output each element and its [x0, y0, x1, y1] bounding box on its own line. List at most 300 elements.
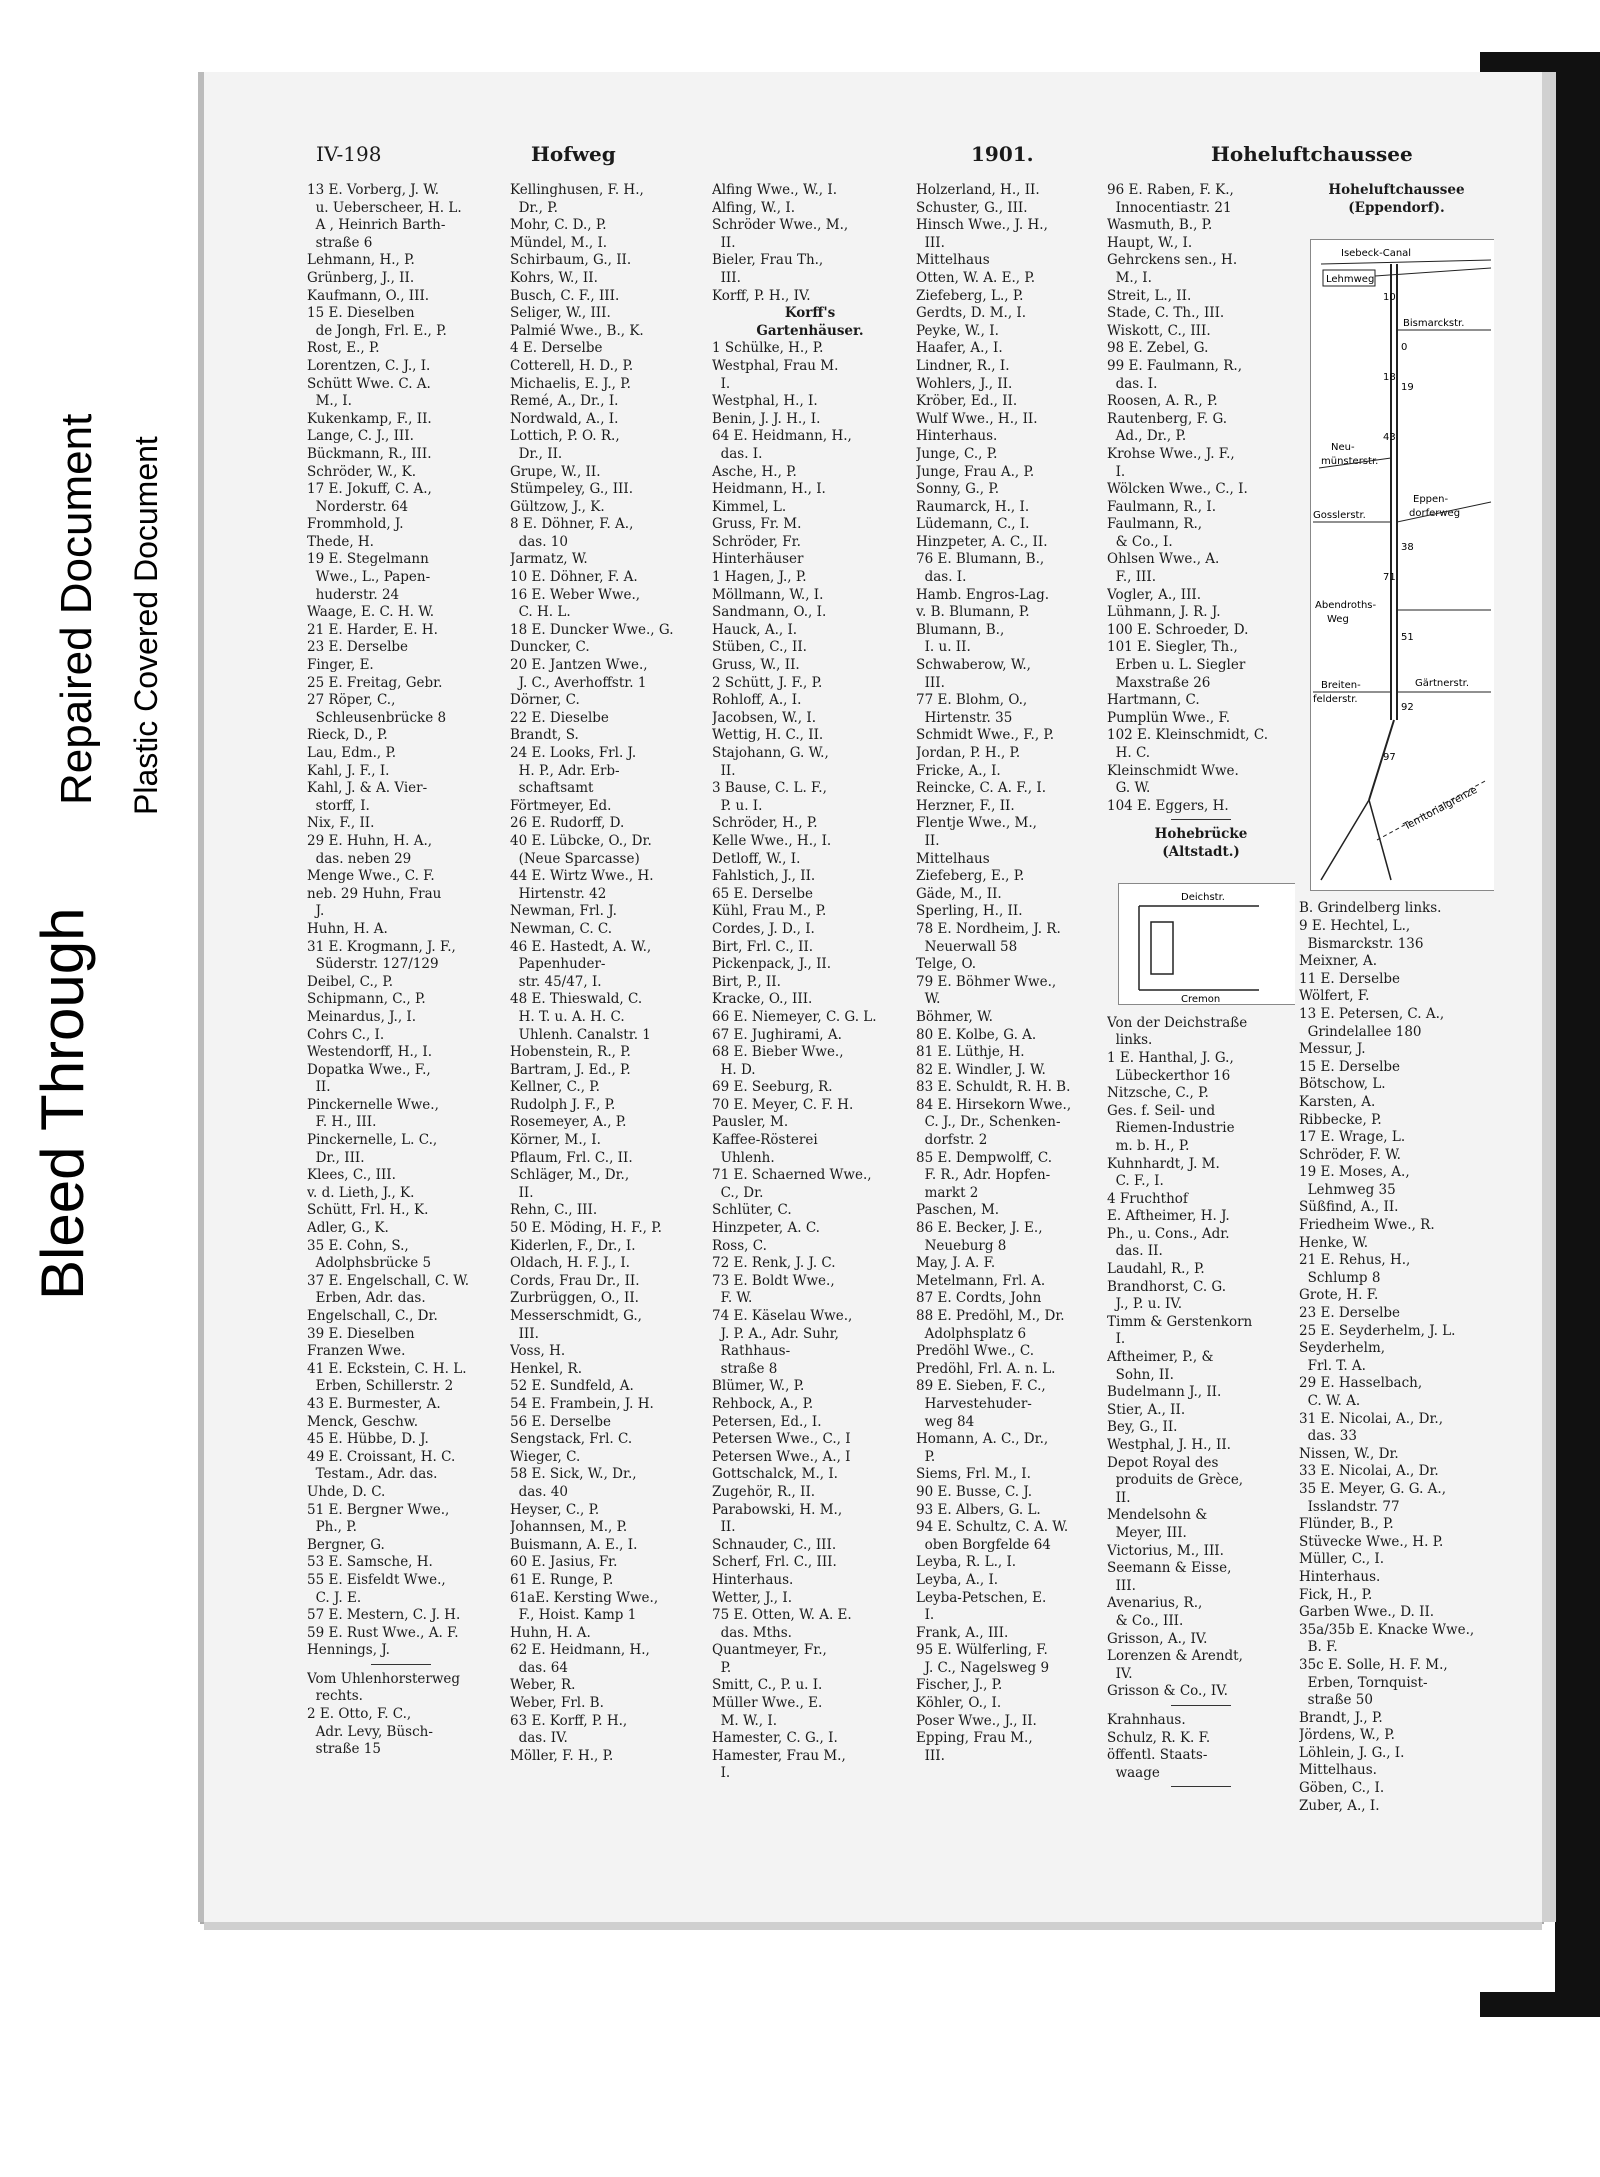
- directory-line: Erben, Adr. das.: [307, 1290, 426, 1307]
- directory-line: das. Mths.: [712, 1624, 792, 1641]
- directory-line: Seemann & Eisse,: [1107, 1560, 1232, 1577]
- directory-line: Deibel, C., P.: [307, 973, 394, 990]
- directory-line: 83 E. Schuldt, R. H. B.: [916, 1079, 1071, 1096]
- directory-line: Lorenzen & Arendt,: [1107, 1648, 1243, 1665]
- directory-line: Nissen, W., Dr.: [1299, 1445, 1399, 1462]
- directory-line: Kohrs, W., II.: [510, 269, 598, 286]
- directory-line: 8 E. Döhner, F. A.,: [510, 516, 634, 533]
- directory-line: Lau, Edm., P.: [307, 745, 397, 761]
- directory-line: Pausler, M.: [712, 1114, 789, 1131]
- directory-line: das. 10: [510, 533, 568, 550]
- directory-line: Hinzpeter, A. C.: [712, 1220, 820, 1237]
- directory-line: Norderstr. 64: [307, 498, 409, 515]
- directory-line: Depot Royal des: [1107, 1454, 1219, 1471]
- directory-line: Leyba, R. L., I.: [916, 1554, 1017, 1571]
- street-right: Hoheluftchaussee: [1211, 142, 1413, 166]
- directory-line: Frank, A., III.: [916, 1624, 1009, 1641]
- directory-line: Aftheimer, P., &: [1107, 1349, 1214, 1366]
- directory-line: Möllmann, W., I.: [712, 586, 824, 603]
- directory-line: F. R., Adr. Hopfen-: [916, 1167, 1051, 1184]
- directory-line: M., I.: [307, 393, 352, 410]
- directory-line: v. d. Lieth, J., K.: [307, 1184, 415, 1201]
- directory-line: II.: [712, 234, 736, 251]
- directory-line: Vom Uhlenhorsterweg: [307, 1670, 461, 1687]
- directory-line: Fick, H., P.: [1299, 1586, 1373, 1603]
- directory-line: Rieck, D., P.: [307, 727, 388, 744]
- directory-line: das. IV.: [510, 1730, 568, 1747]
- directory-line: 27 Röper, C.,: [307, 692, 396, 709]
- directory-line: Victorius, M., III.: [1107, 1542, 1224, 1559]
- map-label: Gärtnerstr.: [1414, 677, 1469, 689]
- directory-line: Nordwald, A., I.: [510, 410, 619, 427]
- directory-line: Seyderhelm,: [1299, 1340, 1386, 1357]
- directory-line: Schnauder, C., III.: [712, 1536, 837, 1553]
- directory-line: Wwe., L., Papen-: [307, 569, 431, 586]
- directory-line: 50 E. Möding, H. F., P.: [510, 1220, 662, 1237]
- directory-line: 24 E. Looks, Frl. J.: [510, 745, 637, 761]
- directory-line: Korff, P. H., IV.: [712, 287, 811, 304]
- directory-line: 35 E. Meyer, G. G. A.,: [1299, 1480, 1446, 1497]
- section-divider: [371, 1664, 431, 1665]
- directory-line: Meyer, III.: [1107, 1524, 1187, 1541]
- directory-line: produits de Grèce,: [1107, 1472, 1244, 1489]
- directory-line: I.: [1107, 1331, 1126, 1348]
- map-label: Eppen-: [1412, 493, 1448, 505]
- directory-line: Schirbaum, G., II.: [510, 252, 632, 269]
- directory-line: 35c E. Solle, H. F. M.,: [1299, 1656, 1448, 1673]
- directory-line: Cords, Frau Dr., II.: [510, 1272, 640, 1289]
- directory-line: 23 E. Derselbe: [1299, 1305, 1401, 1322]
- directory-line: huderstr. 24: [307, 586, 400, 603]
- directory-line: H. C.: [1107, 745, 1151, 761]
- directory-line: Gültzow, J., K.: [510, 498, 605, 515]
- directory-line: 25 E. Freitag, Gebr.: [307, 674, 443, 691]
- directory-line: 1 E. Hanthal, J. G.,: [1107, 1049, 1234, 1066]
- directory-line: I.: [712, 375, 731, 392]
- directory-line: Rehn, C., III.: [510, 1202, 598, 1219]
- directory-line: Streit, L., II.: [1107, 287, 1192, 304]
- directory-line: 65 E. Derselbe: [712, 885, 814, 902]
- directory-line: Birt, Frl. C., II.: [712, 938, 814, 955]
- directory-line: Fricke, A., I.: [916, 762, 1001, 779]
- directory-line: Haafer, A., I.: [916, 340, 1003, 357]
- directory-line: 72 E. Renk, J. J. C.: [712, 1255, 836, 1272]
- directory-line: Rathhaus-: [712, 1343, 791, 1360]
- directory-line: Löhlein, J. G., I.: [1299, 1744, 1405, 1761]
- repaired-document-stamp: Repaired Document: [52, 413, 101, 805]
- directory-line: J. P. A., Adr. Suhr,: [712, 1325, 839, 1342]
- directory-line: Michaelis, E. J., P.: [510, 375, 631, 392]
- page-edge: [1542, 72, 1556, 1922]
- directory-line: 31 E. Krogmann, J. F.,: [307, 938, 456, 955]
- map-label: 10: [1382, 291, 1396, 303]
- directory-line: Adolphsplatz 6: [916, 1325, 1027, 1342]
- bleed-through-stamp: Bleed Through: [29, 907, 96, 1300]
- directory-line: das. neben 29: [307, 850, 412, 867]
- directory-line: Newman, Frl. J.: [510, 903, 617, 920]
- directory-line: Lange, C. J., III.: [307, 428, 414, 445]
- directory-line: I.: [712, 1765, 731, 1782]
- directory-line: E. Aftheimer, H. J.: [1107, 1208, 1230, 1225]
- directory-line: 81 E. Lüthje, H.: [916, 1044, 1025, 1061]
- map-label: Neu-: [1330, 441, 1355, 453]
- directory-line: Dopatka Wwe., F.,: [307, 1061, 431, 1078]
- directory-line: 74 E. Käselau Wwe.,: [712, 1308, 853, 1324]
- directory-line: weg 84: [916, 1413, 975, 1430]
- directory-line: Adr. Levy, Büsch-: [307, 1723, 433, 1740]
- directory-line: Korff's: [784, 305, 836, 322]
- directory-line: Schmidt Wwe., F., P.: [916, 727, 1055, 744]
- directory-line: Waage, E. C. H. W.: [307, 604, 435, 621]
- directory-line: I.: [1107, 463, 1126, 480]
- directory-line: H. T. u. A. H. C.: [510, 1008, 625, 1025]
- directory-line: 94 E. Schultz, C. A. W.: [916, 1519, 1069, 1536]
- directory-line: Kelle Wwe., H., I.: [712, 832, 832, 849]
- map-label: Breiten-: [1320, 679, 1361, 691]
- directory-line: J. C., Nagelsweg 9: [916, 1659, 1050, 1676]
- directory-line: Messerschmidt, G.,: [510, 1308, 642, 1324]
- directory-line: Hinterhaus.: [916, 428, 998, 445]
- directory-line: Menge Wwe., C. F.: [307, 868, 435, 885]
- directory-line: Newman, C. C.: [510, 920, 613, 937]
- map-label: 51: [1400, 631, 1414, 643]
- map-label: Weg: [1326, 613, 1349, 625]
- directory-line: 99 E. Faulmann, R.,: [1107, 357, 1242, 374]
- directory-line: Klees, C., III.: [307, 1167, 396, 1184]
- directory-line: Heidmann, H., I.: [712, 481, 826, 498]
- directory-line: Predöhl, Frl. A. n. L.: [916, 1360, 1056, 1377]
- directory-line: Seliger, W., III.: [510, 305, 611, 322]
- directory-line: 68 E. Bieber Wwe.,: [712, 1044, 844, 1061]
- directory-line: links.: [1107, 1032, 1153, 1049]
- directory-line: Hobenstein, R., P.: [510, 1044, 631, 1061]
- directory-line: J. C., Averhoffstr. 1: [510, 674, 647, 691]
- directory-line: das. II.: [1107, 1243, 1163, 1260]
- directory-line: Thede, H.: [307, 533, 374, 550]
- directory-line: Busch, C. F., III.: [510, 287, 620, 304]
- directory-line: II.: [916, 832, 940, 849]
- directory-line: Junge, Frau A., P.: [916, 463, 1035, 480]
- directory-line: Rudolph J. F., P.: [510, 1096, 616, 1113]
- directory-line: 35a/35b E. Knacke Wwe.,: [1299, 1621, 1475, 1638]
- directory-line: Mittelhaus: [916, 850, 990, 867]
- directory-line: 16 E. Weber Wwe.,: [510, 586, 641, 603]
- directory-line: Weber, R.: [510, 1677, 576, 1694]
- directory-line: Lühmann, J. R. J.: [1107, 604, 1221, 621]
- directory-line: 55 E. Eisfeldt Wwe.,: [307, 1571, 446, 1588]
- directory-line: 29 E. Huhn, H. A.,: [307, 832, 433, 849]
- directory-line: Krohse Wwe., J. F.,: [1107, 445, 1235, 462]
- directory-line: Adler, G., K.: [307, 1220, 389, 1237]
- directory-line: 1 Schülke, H., P.: [712, 340, 824, 357]
- directory-line: Petersen Wwe., C., I: [712, 1431, 851, 1448]
- directory-line: 96 E. Raben, F. K.,: [1107, 182, 1234, 198]
- directory-line: de Jongh, Frl. E., P.: [307, 322, 447, 339]
- directory-line: Bey, G., II.: [1107, 1419, 1178, 1436]
- directory-line: 15 E. Derselbe: [1299, 1058, 1401, 1075]
- directory-line: straße 6: [307, 234, 373, 251]
- section-divider: [1171, 1786, 1231, 1787]
- directory-line: Laudahl, R., P.: [1107, 1261, 1205, 1278]
- directory-line: Haupt, W., I.: [1107, 234, 1193, 251]
- directory-line: Jördens, W., P.: [1299, 1727, 1395, 1744]
- directory-line: Kühl, Frau M., P.: [712, 903, 827, 920]
- directory-line: Westphal, H., I.: [712, 393, 818, 410]
- directory-line: Garben Wwe., D. II.: [1299, 1604, 1435, 1621]
- directory-line: 67 E. Jughirami, A.: [712, 1026, 842, 1043]
- directory-line: C. J. E.: [307, 1589, 362, 1606]
- directory-line: Sonny, G., P.: [916, 481, 999, 498]
- directory-line: 31 E. Nicolai, A., Dr.,: [1299, 1410, 1443, 1427]
- directory-line: 53 E. Samsche, H.: [307, 1554, 433, 1571]
- directory-line: 63 E. Korff, P. H.,: [510, 1712, 628, 1729]
- year: 1901.: [971, 142, 1034, 166]
- directory-line: 85 E. Dempwolff, C.: [916, 1149, 1052, 1166]
- directory-line: 29 E. Hasselbach,: [1299, 1375, 1423, 1392]
- map-label: Territorialgrenze: [1401, 784, 1479, 833]
- directory-line: Rehbock, A., P.: [712, 1395, 814, 1412]
- directory-line: Zugehör, R., II.: [712, 1483, 816, 1500]
- directory-line: 100 E. Schroeder, D.: [1107, 621, 1249, 638]
- directory-line: 64 E. Heidmann, H.,: [712, 428, 852, 445]
- directory-line: Sperling, H., II.: [916, 903, 1023, 920]
- directory-line: C. H. L.: [510, 604, 571, 621]
- directory-line: m. b. H., P.: [1107, 1137, 1190, 1154]
- directory-line: Körner, M., I.: [510, 1132, 601, 1149]
- directory-line: Reincke, C. A. F., I.: [916, 780, 1047, 797]
- map-label: 18: [1382, 371, 1396, 383]
- directory-line: Huhn, H. A.: [307, 920, 388, 937]
- map-label: Bismarckstr.: [1402, 317, 1464, 329]
- directory-line: W.: [916, 991, 941, 1008]
- column-1: [307, 182, 495, 1902]
- directory-line: Grisson & Co., IV.: [1107, 1683, 1228, 1700]
- directory-line: storff, I.: [307, 797, 370, 814]
- directory-line: F., III.: [1107, 569, 1157, 586]
- map-hoheluftchaussee: [1310, 239, 1494, 891]
- directory-line: Stümpeley, G., III.: [510, 481, 633, 498]
- directory-line: Schwaberow, W.,: [916, 657, 1031, 674]
- directory-line: Krahnhaus.: [1107, 1711, 1186, 1728]
- directory-line: Möller, F. H., P.: [510, 1747, 614, 1764]
- directory-line: Hinsch Wwe., J. H.,: [916, 217, 1048, 234]
- directory-line: Epping, Frau M.,: [916, 1730, 1033, 1747]
- directory-line: Hartmann, C.: [1107, 692, 1200, 709]
- directory-line: Pinckernelle, L. C.,: [307, 1132, 438, 1149]
- directory-line: Bückmann, R., III.: [307, 445, 432, 462]
- directory-line: Wölfert, F.: [1299, 988, 1370, 1005]
- directory-line: Detloff, W., I.: [712, 850, 801, 867]
- directory-line: Von der Deichstraße: [1107, 1014, 1248, 1031]
- directory-line: 3 Bause, C. L. F.,: [712, 780, 827, 797]
- directory-line: 37 E. Engelschall, C. W.: [307, 1272, 470, 1289]
- directory-line: Cotterell, H. D., P.: [510, 357, 634, 374]
- directory-line: Mittelhaus.: [1299, 1762, 1377, 1779]
- directory-line: (Neue Sparcasse): [510, 850, 640, 867]
- map-label: 43: [1382, 431, 1396, 443]
- directory-line: Sohn, II.: [1107, 1366, 1174, 1383]
- directory-line: Lehmweg 35: [1299, 1181, 1396, 1198]
- directory-line: 21 E. Harder, E. H.: [307, 621, 438, 638]
- directory-line: Timm & Gerstenkorn: [1107, 1313, 1253, 1330]
- directory-line: Avenarius, R.,: [1107, 1595, 1203, 1612]
- directory-line: Hirtenstr. 35: [916, 709, 1013, 726]
- directory-line: straße 15: [307, 1741, 381, 1758]
- directory-line: Müller, C., I.: [1299, 1551, 1385, 1568]
- directory-line: Westendorff, H., I.: [307, 1044, 432, 1061]
- directory-line: 60 E. Jasius, Fr.: [510, 1554, 618, 1571]
- directory-line: Schröder, W., K.: [307, 463, 417, 480]
- directory-line: Friedheim Wwe., R.: [1299, 1217, 1435, 1234]
- directory-line: 101 E. Siegler, Th.,: [1107, 639, 1238, 656]
- directory-line: Gerdts, D. M., I.: [916, 305, 1027, 322]
- directory-line: Gruss, W., II.: [712, 657, 800, 674]
- directory-line: 21 E. Rehus, H.,: [1299, 1252, 1411, 1269]
- directory-line: Stier, A., II.: [1107, 1401, 1186, 1418]
- directory-line: Schütt, Frl. H., K.: [307, 1202, 429, 1219]
- directory-line: Böhmer, W.: [916, 1008, 993, 1025]
- directory-line: rechts.: [307, 1688, 363, 1705]
- directory-line: 23 E. Derselbe: [307, 639, 409, 656]
- directory-line: Kuhnhardt, J. M.: [1107, 1155, 1220, 1172]
- directory-line: 82 E. Windler, J. W.: [916, 1061, 1046, 1078]
- directory-line: Duncker, C.: [510, 639, 590, 656]
- map-label: felderstr.: [1312, 693, 1358, 705]
- directory-line: Isslandstr. 77: [1299, 1498, 1400, 1515]
- directory-line: Gruss, Fr. M.: [712, 516, 802, 533]
- directory-line: Rohloff, A., I.: [712, 692, 802, 709]
- directory-line: str. 45/47, I.: [510, 973, 602, 990]
- directory-line: F. W.: [712, 1290, 753, 1307]
- directory-line: Rautenberg, F. G.: [1107, 410, 1228, 427]
- directory-line: Erben u. L. Siegler: [1107, 657, 1246, 674]
- directory-line: Stade, C. Th., III.: [1107, 305, 1225, 322]
- directory-line: Schulz, R. K. F.: [1107, 1729, 1211, 1746]
- directory-line: Hennings, J.: [307, 1642, 390, 1659]
- column-5: [1107, 182, 1295, 1902]
- directory-line: (Eppendorf).: [1348, 199, 1445, 216]
- directory-line: Cohrs C., I.: [307, 1026, 385, 1043]
- directory-line: Dr., P.: [510, 199, 558, 216]
- directory-line: Ribbecke, P.: [1299, 1111, 1382, 1128]
- directory-line: 13 E. Petersen, C. A.,: [1299, 1005, 1445, 1022]
- directory-line: Jacobsen, W., I.: [712, 709, 816, 726]
- directory-line: Budelmann J., II.: [1107, 1384, 1222, 1401]
- directory-line: Kellinghusen, F. H.,: [510, 182, 644, 198]
- directory-line: Hinterhaus.: [1299, 1568, 1381, 1585]
- directory-line: 80 E. Kolbe, G. A.: [916, 1026, 1037, 1043]
- directory-line: Schröder Wwe., M.,: [712, 217, 849, 234]
- directory-line: C. W. A.: [1299, 1393, 1361, 1409]
- directory-line: III.: [916, 674, 945, 691]
- directory-line: 1 Hagen, J., P.: [712, 569, 807, 586]
- directory-line: Asche, H., P.: [712, 463, 797, 480]
- directory-line: I.: [916, 1607, 935, 1624]
- directory-line: Dörner, C.: [510, 692, 580, 709]
- directory-line: Westphal, J. H., II.: [1107, 1437, 1231, 1453]
- directory-line: II.: [510, 1184, 534, 1201]
- directory-line: Kleinschmidt Wwe.: [1107, 762, 1239, 779]
- directory-line: Innocentiastr. 21: [1107, 199, 1232, 216]
- directory-line: Parabowski, H. M.,: [712, 1501, 843, 1518]
- scanned-page: [198, 72, 1542, 1922]
- directory-line: Wulf Wwe., H., II.: [916, 410, 1038, 427]
- directory-line: II.: [712, 1519, 736, 1536]
- directory-line: 20 E. Jantzen Wwe.,: [510, 657, 648, 674]
- map-hohebruecke: [1118, 883, 1295, 1005]
- directory-line: Dr., II.: [510, 445, 563, 462]
- directory-line: 87 E. Cordts, John: [916, 1290, 1042, 1307]
- directory-line: Flünder, B., P.: [1299, 1516, 1394, 1533]
- directory-line: Kellner, C., P.: [510, 1079, 600, 1096]
- directory-line: 102 E. Kleinschmidt, C.: [1107, 727, 1268, 744]
- scan-shadow-bottom-right: [1480, 1992, 1600, 2017]
- directory-line: Leyba-Petschen, E.: [916, 1589, 1047, 1606]
- directory-line: Metelmann, Frl. A.: [916, 1272, 1046, 1289]
- map-label: 38: [1400, 541, 1414, 553]
- directory-line: M., I.: [1107, 269, 1152, 286]
- directory-line: Süßfind, A., II.: [1299, 1199, 1399, 1216]
- column-4: [916, 182, 1098, 1902]
- directory-line: Predöhl Wwe., C.: [916, 1343, 1035, 1360]
- directory-line: Bergner, G.: [307, 1536, 385, 1553]
- directory-line: Grisson, A., IV.: [1107, 1630, 1208, 1647]
- directory-line: Henke, W.: [1299, 1234, 1369, 1251]
- directory-line: das. I.: [712, 445, 763, 462]
- directory-line: Bismarckstr. 136: [1299, 935, 1424, 952]
- directory-line: 33 E. Nicolai, A., Dr.: [1299, 1463, 1439, 1480]
- directory-line: 45 E. Hübbe, D. J.: [307, 1431, 429, 1448]
- directory-line: 17 E. Wrage, L.: [1299, 1129, 1406, 1146]
- directory-line: J.: [307, 903, 325, 920]
- map-label: 97: [1382, 751, 1396, 763]
- directory-line: Messur, J.: [1299, 1041, 1366, 1058]
- directory-line: das. I.: [916, 569, 967, 586]
- directory-line: Neueburg 8: [916, 1237, 1007, 1254]
- directory-line: Förtmeyer, Ed.: [510, 797, 612, 814]
- directory-line: Erben, Schillerstr. 2: [307, 1378, 454, 1395]
- directory-line: IV.: [1107, 1665, 1133, 1682]
- page-bottom-edge: [204, 1922, 1542, 1930]
- directory-line: Bartram, J. Ed., P.: [510, 1061, 631, 1078]
- directory-line: Grünberg, J., II.: [307, 269, 415, 286]
- directory-line: Papenhuder-: [510, 956, 606, 973]
- directory-line: Siems, Frl. M., I.: [916, 1466, 1031, 1483]
- directory-line: 88 E. Predöhl, M., Dr.: [916, 1308, 1065, 1324]
- directory-line: oben Borgfelde 64: [916, 1536, 1051, 1553]
- directory-line: Engelschall, C., Dr.: [307, 1308, 438, 1324]
- directory-line: B. F.: [1299, 1639, 1338, 1656]
- map-label: münsterstr.: [1320, 455, 1378, 467]
- directory-line: 13 E. Vorberg, J. W.: [307, 182, 440, 198]
- directory-line: Henkel, R.: [510, 1360, 582, 1377]
- directory-line: Frl. T. A.: [1299, 1357, 1366, 1374]
- plastic-covered-stamp: Plastic Covered Document: [128, 436, 164, 815]
- directory-line: 2 Schütt, J. F., P.: [712, 674, 823, 691]
- directory-line: P. u. I.: [712, 797, 763, 814]
- directory-line: II.: [307, 1079, 331, 1096]
- directory-line: Schlump 8: [1299, 1269, 1381, 1286]
- directory-line: Schröder, H., P.: [712, 815, 818, 832]
- map-label: Lehmweg: [1325, 273, 1374, 285]
- street-left: Hofweg: [531, 142, 616, 166]
- directory-line: Palmié Wwe., B., K.: [510, 322, 644, 339]
- directory-line: Maxstraße 26: [1107, 674, 1211, 691]
- directory-line: 61 E. Runge, P.: [510, 1571, 614, 1588]
- directory-line: Poser Wwe., J., II.: [916, 1712, 1037, 1729]
- directory-line: Mündel, M., I.: [510, 234, 608, 251]
- directory-line: Hinterhaus.: [712, 1571, 794, 1588]
